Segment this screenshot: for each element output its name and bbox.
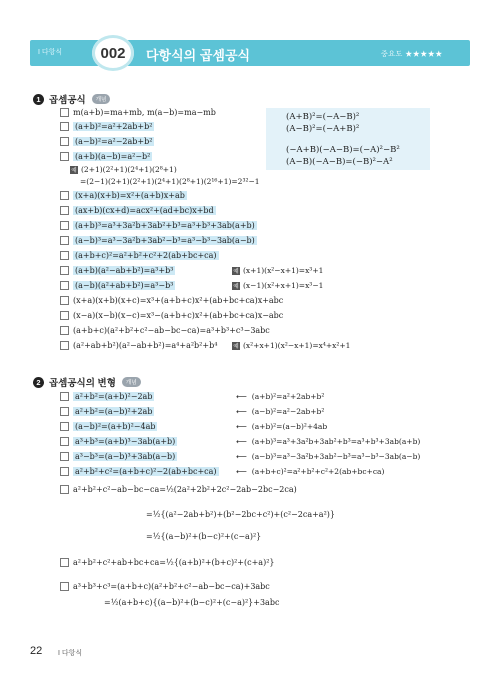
formula-line: (a+b)(a−b)=a²−b² bbox=[60, 150, 152, 163]
left-arrow-icon: ⟵ bbox=[236, 407, 247, 416]
section-1-heading bbox=[33, 92, 110, 106]
section-2-title: 곱셈공식의 변형 bbox=[49, 378, 116, 389]
derivation-step: =½{(a²−2ab+b²)+(b²−2bc+c²)+(c²−2ca+a²)} bbox=[146, 510, 335, 519]
example-icon: 예 bbox=[233, 343, 239, 350]
checkbox[interactable] bbox=[60, 341, 69, 350]
checkbox[interactable] bbox=[60, 122, 69, 131]
checkbox[interactable] bbox=[60, 108, 69, 117]
formula-line: (a−b)³=a³−3a²b+3ab²−b³=a³−b³−3ab(a−b) bbox=[60, 234, 257, 247]
formula-line: (a²+ab+b²)(a²−ab+b²)=a⁴+a²b²+b⁴ bbox=[60, 339, 217, 352]
variant-line: a²+b²=(a+b)²−2ab bbox=[60, 390, 154, 403]
section-1-number: 1 bbox=[33, 94, 44, 105]
formula-line: (a−b)²=a²−2ab+b² bbox=[60, 135, 154, 148]
left-arrow-icon: ⟵ bbox=[236, 467, 247, 476]
checkbox[interactable] bbox=[60, 296, 69, 305]
formula-line: (x+a)(x+b)(x+c)=x³+(a+b+c)x²+(ab+bc+ca)x+abc bbox=[60, 294, 283, 307]
section-2-heading bbox=[33, 375, 141, 389]
box-line: (A−B)²=(−A+B)² bbox=[286, 124, 360, 134]
example-note-continued: =(2−1)(2+1)(2²+1)(2⁴+1)(2⁸+1)(2¹⁶+1)=2³²−1 bbox=[80, 177, 260, 186]
checkbox[interactable] bbox=[60, 206, 69, 215]
checkbox[interactable] bbox=[60, 485, 69, 494]
checkbox[interactable] bbox=[60, 236, 69, 245]
checkbox[interactable] bbox=[60, 422, 69, 431]
checkbox[interactable] bbox=[60, 191, 69, 200]
example-note: 예 (x²+x+1)(x²−x+1)=x⁴+x²+1 bbox=[233, 341, 351, 350]
left-arrow-icon: ⟵ bbox=[236, 452, 247, 461]
section-1-title: 곱셈공식 bbox=[49, 95, 86, 106]
formula-line: (a−b)(a²+ab+b²)=a³−b³ bbox=[60, 279, 175, 292]
chapter-label: I 다항식 bbox=[38, 49, 63, 56]
origin-formula: ⟵ (a+b)³=a³+3a²b+3ab²+b³=a³+b³+3ab(a+b) bbox=[236, 437, 421, 446]
example-note: 예 (2+1)(2²+1)(2⁴+1)(2⁸+1) bbox=[71, 165, 177, 174]
checkbox[interactable] bbox=[60, 326, 69, 335]
origin-formula: ⟵ (a−b)³=a³−3a²b+3ab²−b³=a³−b³−3ab(a−b) bbox=[236, 452, 421, 461]
section-2-badge: 개념 bbox=[122, 377, 141, 387]
section-1-badge: 개념 bbox=[92, 94, 111, 104]
checkbox[interactable] bbox=[60, 251, 69, 260]
derivation-line: a³+b³+c³=(a+b+c)(a²+b²+c²−ab−bc−ca)+3abc bbox=[60, 580, 270, 593]
formula-line: (x−a)(x−b)(x−c)=x³−(a+b+c)x²+(ab+bc+ca)x−abc bbox=[60, 309, 283, 322]
importance-rating: 중요도 ★★★★★ bbox=[381, 51, 443, 58]
checkbox[interactable] bbox=[60, 582, 69, 591]
variant-line: a³−b³=(a−b)³+3ab(a−b) bbox=[60, 450, 177, 463]
derivation-step: =½{(a−b)²+(b−c)²+(c−a)²} bbox=[146, 532, 262, 541]
checkbox[interactable] bbox=[60, 558, 69, 567]
topic-number-badge: 002 bbox=[92, 35, 134, 71]
checkbox[interactable] bbox=[60, 392, 69, 401]
formula-line: m(a+b)=ma+mb, m(a−b)=ma−mb bbox=[60, 106, 216, 119]
formula-line: (a+b)²=a²+2ab+b² bbox=[60, 120, 154, 133]
checkbox[interactable] bbox=[60, 311, 69, 320]
formula-line: (x+a)(x+b)=x²+(a+b)x+ab bbox=[60, 189, 187, 202]
derivation-line: a²+b²+c²+ab+bc+ca=½{(a+b)²+(b+c)²+(c+a)²} bbox=[60, 556, 275, 569]
checkbox[interactable] bbox=[60, 281, 69, 290]
box-line: (A−B)(−A−B)=(−B)²−A² bbox=[286, 157, 393, 167]
example-icon: 예 bbox=[71, 167, 77, 174]
page-title: 다항식의 곱셈공식 bbox=[146, 48, 251, 63]
section-2-number: 2 bbox=[33, 377, 44, 388]
example-note: 예 (x+1)(x²−x+1)=x³+1 bbox=[233, 266, 324, 275]
checkbox[interactable] bbox=[60, 437, 69, 446]
origin-formula: ⟵ (a+b)²=a²+2ab+b² bbox=[236, 392, 325, 401]
checkbox[interactable] bbox=[60, 407, 69, 416]
formula-line: (a+b+c)²=a²+b²+c²+2(ab+bc+ca) bbox=[60, 249, 219, 262]
variant-line: a³+b³=(a+b)³−3ab(a+b) bbox=[60, 435, 177, 448]
origin-formula: ⟵ (a+b+c)²=a²+b²+c²+2(ab+bc+ca) bbox=[236, 467, 385, 476]
left-arrow-icon: ⟵ bbox=[236, 392, 247, 401]
footer-chapter-label: I 다항식 bbox=[58, 650, 83, 657]
formula-line: (a+b)(a²−ab+b²)=a³+b³ bbox=[60, 264, 175, 277]
left-arrow-icon: ⟵ bbox=[236, 422, 247, 431]
variant-line: a²+b²=(a−b)²+2ab bbox=[60, 405, 154, 418]
page-number: 22 bbox=[30, 645, 43, 657]
example-note: 예 (x−1)(x²+x+1)=x³−1 bbox=[233, 281, 324, 290]
checkbox[interactable] bbox=[60, 467, 69, 476]
variant-line: (a−b)²=(a+b)²−4ab bbox=[60, 420, 157, 433]
left-arrow-icon: ⟵ bbox=[236, 437, 247, 446]
derivation-step: =½(a+b+c){(a−b)²+(b−c)²+(c−a)²}+3abc bbox=[104, 598, 280, 607]
formula-line: (ax+b)(cx+d)=acx²+(ad+bc)x+bd bbox=[60, 204, 216, 217]
checkbox[interactable] bbox=[60, 221, 69, 230]
example-icon: 예 bbox=[233, 283, 239, 290]
checkbox[interactable] bbox=[60, 452, 69, 461]
checkbox[interactable] bbox=[60, 152, 69, 161]
example-icon: 예 bbox=[233, 268, 239, 275]
origin-formula: ⟵ (a+b)²=(a−b)²+4ab bbox=[236, 422, 328, 431]
variant-line: a²+b²+c²=(a+b+c)²−2(ab+bc+ca) bbox=[60, 465, 219, 478]
formula-line: (a+b)³=a³+3a²b+3ab²+b³=a³+b³+3ab(a+b) bbox=[60, 219, 257, 232]
formula-line: (a+b+c)(a²+b²+c²−ab−bc−ca)=a³+b³+c³−3abc bbox=[60, 324, 270, 337]
checkbox[interactable] bbox=[60, 137, 69, 146]
box-line: (A+B)²=(−A−B)² bbox=[286, 112, 360, 122]
checkbox[interactable] bbox=[60, 266, 69, 275]
derivation-line: a²+b²+c²−ab−bc−ca=½(2a²+2b²+2c²−2ab−2bc−2ca) bbox=[60, 483, 297, 496]
box-line: (−A+B)(−A−B)=(−A)²−B² bbox=[286, 145, 400, 155]
origin-formula: ⟵ (a−b)²=a²−2ab+b² bbox=[236, 407, 325, 416]
